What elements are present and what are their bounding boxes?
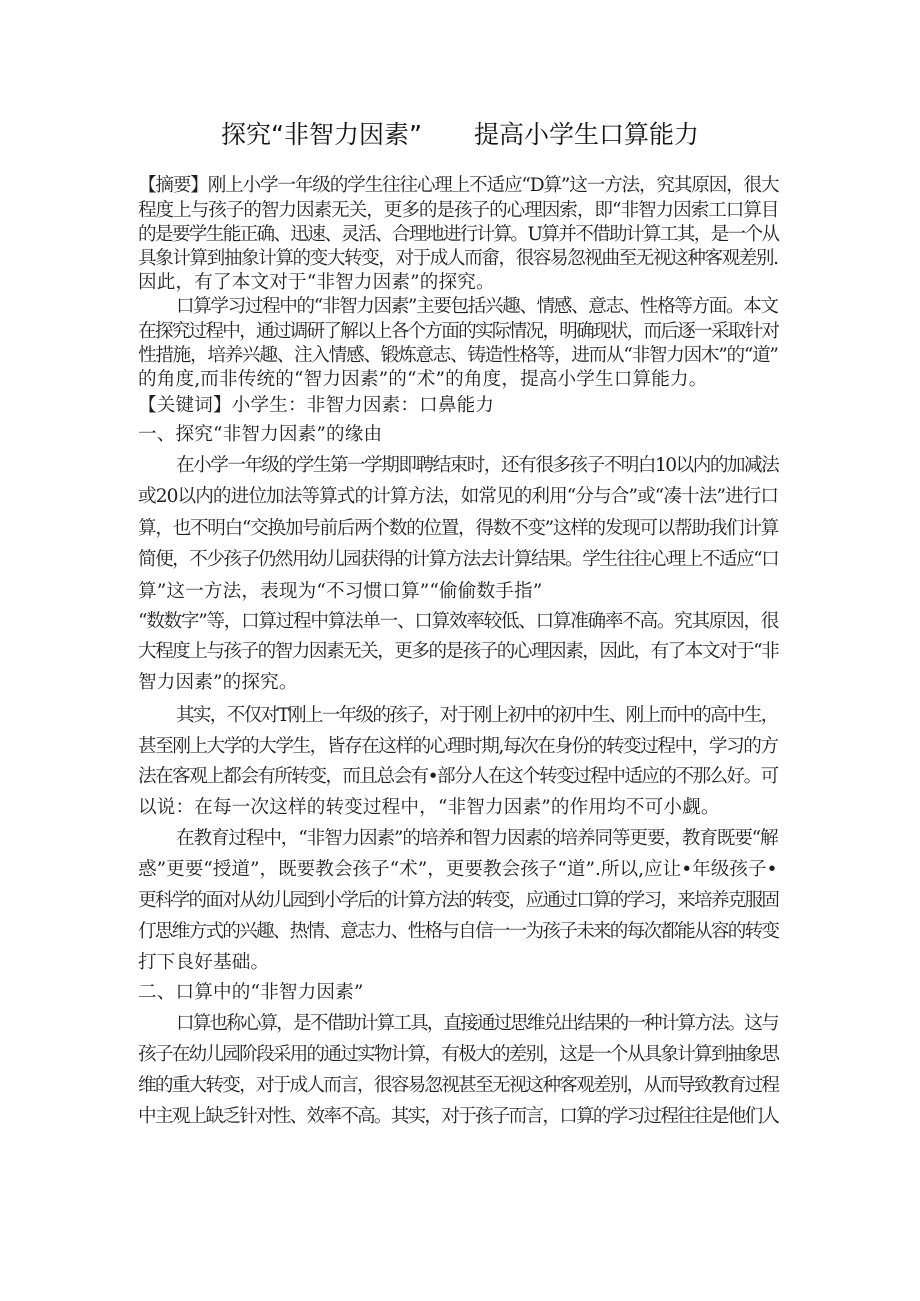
body-line: 甚至刚上大学的大学生，皆存在这样的心理时期,每次在身份的转变过程中，学习的方 (138, 736, 778, 757)
abstract-line: 【摘要】刚上小学一年级的学生往往心理上不适应“D算”这一方法，究其原因，很大 (138, 175, 779, 196)
body-line: 或20以内的进位加法等算式的计算方法，如常见的利用“分与合”或“凑十法”进行口 (138, 486, 779, 507)
body-line: 惑”更要“授道”，既要教会孩子“术”，更要教会孩子“道”.所以,应让•年级孩子• (138, 859, 778, 880)
body-line: 简便，不少孩子仍然用幼儿园获得的计算方法去计算结果。学生往往心理上不适应“口 (138, 549, 779, 570)
body-line: 中主观上缺乏针对性、效率不高。其实，对于孩子而言，口算的学习过程往往是他们人 (138, 1106, 779, 1127)
abstract-line: 性措施，培养兴趣、注入情感、锻炼意志、铸造性格等，进而从“非智力因木”的“道” (138, 345, 778, 366)
body-line: 在小学一年级的学生第一学期即聘结束时，还有很多孩子不明白10以内的加减法 (176, 455, 779, 476)
body-line: 在教育过程中，“非智力因素”的培养和智力因素的培养同等更要，教育既要“解 (176, 828, 778, 849)
abstract-line: 在探究过程中，通过调研了解以上各个方面的实际情况，明确现状，而后逐一采取针对 (138, 321, 779, 342)
body-line: 打下良好基础。 (138, 952, 270, 973)
body-line: 孩子在幼儿园阶段采用的通过实物计算，有极大的差别，这是一个从具象计算到抽象思 (138, 1044, 779, 1065)
body-line: 以说：在每一次这样的转变过程中，“非智力因素”的作用均不可小觑。 (138, 797, 720, 818)
document-title (0, 115, 920, 151)
body-line: 维的重大转变，对于成人而言，很容易忽视甚至无视这种客观差别，从而导致教育过程 (138, 1075, 779, 1096)
title-part-1: 探究“非智力因素” (221, 120, 422, 149)
section-heading: 一、探究“非智力因素”的缘由 (138, 424, 383, 445)
abstract-line: 具象计算到抽象计算的变大转变，对于成人而畲，很容易忽视曲至无视这种客观差别. (138, 248, 778, 269)
abstract-line: 的角度,而非传统的“智力因素”的“术”的角度，提高小学生口算能力。 (138, 369, 708, 390)
abstract-line: 因此，有了本文对于“非智力因素”的探究。 (138, 272, 495, 293)
body-line: 大程度上与孩子的智力因素无关，更多的是孩子的心理因素，因此，有了本文对于“非 (138, 641, 779, 662)
keywords: 【关键词】小学生：非智力因素：口鼻能力 (138, 395, 495, 416)
body-line: 法在客观上都会有所转变，而且总会有•部分人在这个转变过程中适应的不那么好。可 (138, 766, 778, 787)
body-line: 智力因素”的探究。 (138, 672, 298, 693)
body-line: 算”这一方法，表现为“不习惯口算”“偷偷数手指” (138, 581, 543, 602)
abstract-line: 程度上与孩子的智力因素无关，更多的是孩子的心理因索，即“非智力因索工口算目 (138, 200, 779, 221)
abstract-line: 口算学习过程中的“非智力因素”主要包括兴趣、情感、意志、性格等方面。本文 (176, 296, 778, 317)
body-line: 仃思维方式的兴趣、热情、意志力、性格与自信一一为孩子未来的每次都能从容的转变 (138, 921, 779, 942)
body-line: 更科学的面对从幼儿园到小学后的计算方法的转变，应通过口算的学习，来培养克服固 (138, 890, 779, 911)
title-part-2: 提高小学生口算能力 (473, 120, 699, 149)
body-line: 其实，不仅对T刚上一年级的孩子，对于刚上初中的初中生、刚上而中的高中生， (176, 705, 778, 726)
section-heading: 二、口算中的“非智力因素” (138, 982, 364, 1003)
body-line: 算，也不明白“交换加号前后两个数的位置，得数不变”这样的发现可以帮助我们计算 (138, 518, 779, 539)
abstract-line: 的是要学生能正确、迅速、灵活、合理地进行计算。U算并不借助计算工其，是一个从 (138, 224, 779, 245)
body-line: 口算也称心算，是不借助计算工具，直接通过思维兑出结果的一种计算方法。这与 (176, 1013, 778, 1034)
body-line: “数数字”等，口算过程中算法单一、口算效率较低、口算准确率不高。究其原因，很 (138, 611, 779, 632)
